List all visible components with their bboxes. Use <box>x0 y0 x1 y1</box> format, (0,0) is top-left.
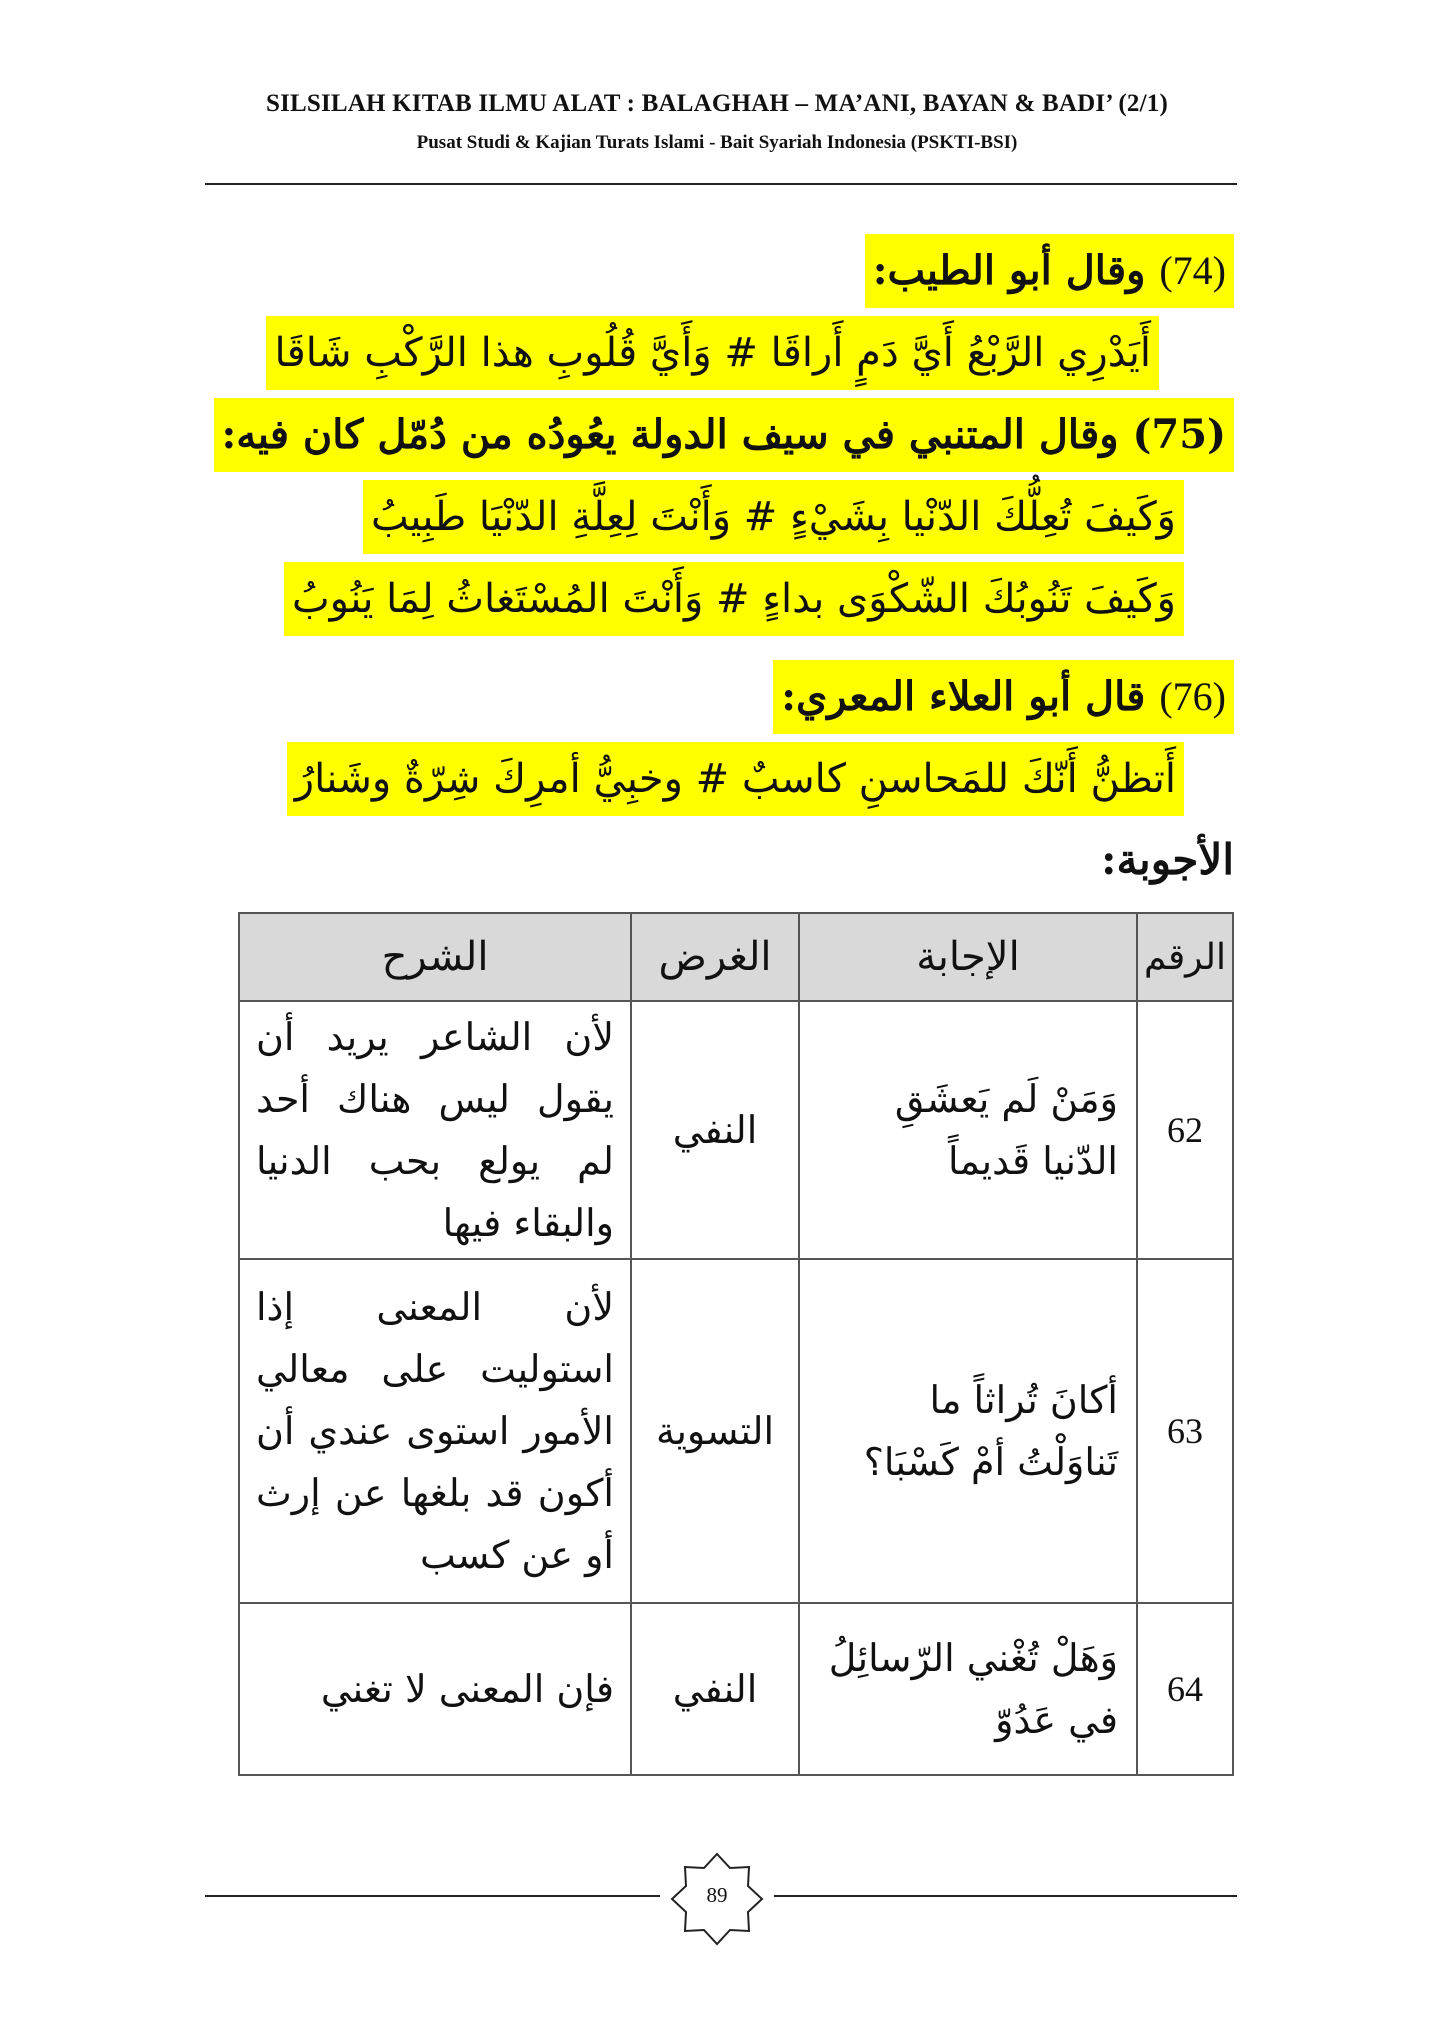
answers-heading: الأجوبة: <box>1101 835 1234 884</box>
footer-rule-right <box>774 1895 1237 1897</box>
row-purpose: النفي <box>631 1001 799 1259</box>
page-header <box>0 90 1434 154</box>
header-subtitle: Pusat Studi & Kajian Turats Islami - Bait Syariah Indonesia (PSKTI-BSI) <box>416 132 1018 153</box>
poem-number: (74) <box>1159 248 1226 293</box>
table-header-row <box>239 913 1233 1001</box>
row-num: 62 <box>1137 1001 1233 1259</box>
poem-74-intro <box>865 234 1234 308</box>
header-num: الرقم <box>1137 913 1233 1001</box>
poem-75-verse-1 <box>363 480 1184 554</box>
header-answer: الإجابة <box>799 913 1137 1001</box>
row-explanation: لأن المعنى إذا استوليت على معالي الأمور استوى عندي أن أكون قد بلغها عن إرث أو عن كسب <box>239 1259 631 1603</box>
row-answer: وَهَلْ تُغْني الرّسائِلُ في عَدُوّ <box>799 1603 1137 1775</box>
row-answer: أكانَ تُراثاً ما تَناوَلْتُ أمْ كَسْبَا؟ <box>799 1259 1137 1603</box>
poem-75-verse-2 <box>284 562 1184 636</box>
poem-75-intro <box>214 398 1234 472</box>
poem-74-verse <box>266 316 1159 390</box>
page-number: 89 <box>706 1883 728 1907</box>
poem-intro: وقال أبو الطيب: <box>872 247 1146 294</box>
row-answer: وَمَنْ لَم يَعشَقِ الدّنيا قَديماً <box>799 1001 1137 1259</box>
row-explanation: لأن الشاعر يريد أن يقول ليس هناك أحد لم يولع بحب الدنيا والبقاء فيها <box>239 1001 631 1259</box>
verse: وَكَيفَ تَنُوبُكَ الشّكْوَى بداءٍ # وَأَنْتَ المُسْتَغاثُ لِمَا يَنُوبُ <box>284 562 1184 636</box>
row-purpose: التسوية <box>631 1259 799 1603</box>
row-purpose: النفي <box>631 1603 799 1775</box>
verse: أَيَدْرِي الرَّبْعُ أَيَّ دَمٍ أَراقَا # وَأَيَّ قُلُوبِ هذا الرَّكْبِ شَاقَا <box>266 316 1159 390</box>
header-purpose: الغرض <box>631 913 799 1001</box>
row-explanation: فإن المعنى لا تغني <box>239 1603 631 1775</box>
header-title: SILSILAH KITAB ILMU ALAT : BALAGHAH – MA’ANI, BAYAN & BADI’ (2/1) <box>265 90 1168 117</box>
row-num: 63 <box>1137 1259 1233 1603</box>
header-explanation: الشرح <box>239 913 631 1001</box>
answers-table <box>238 912 1234 1776</box>
row-num: 64 <box>1137 1603 1233 1775</box>
table-row <box>239 1001 1233 1259</box>
header-rule <box>205 183 1237 185</box>
poem-intro: وقال المتنبي في سيف الدولة يعُودُه من دُمّل كان فيه: <box>221 411 1119 458</box>
poem-number: (76) <box>1159 674 1226 719</box>
poem-76-verse <box>287 742 1184 816</box>
poem-intro: قال أبو العلاء المعري: <box>781 673 1146 720</box>
poem-number: (75) <box>1132 411 1226 458</box>
table-row <box>239 1603 1233 1775</box>
table-row <box>239 1259 1233 1603</box>
verse: وَكَيفَ تُعِلُّكَ الدّنْيا بِشَيْءٍ # وَأَنْتَ لِعِلَّةِ الدّنْيَا طَبِيبُ <box>363 480 1184 554</box>
footer-rule-left <box>205 1895 660 1897</box>
verse: أَتظنُّ أَنّكَ للمَحاسنِ كاسبٌ # وخبِيُّ أمرِكَ شِرّةٌ وشَنارُ <box>287 742 1184 816</box>
poem-76-intro <box>773 660 1234 734</box>
